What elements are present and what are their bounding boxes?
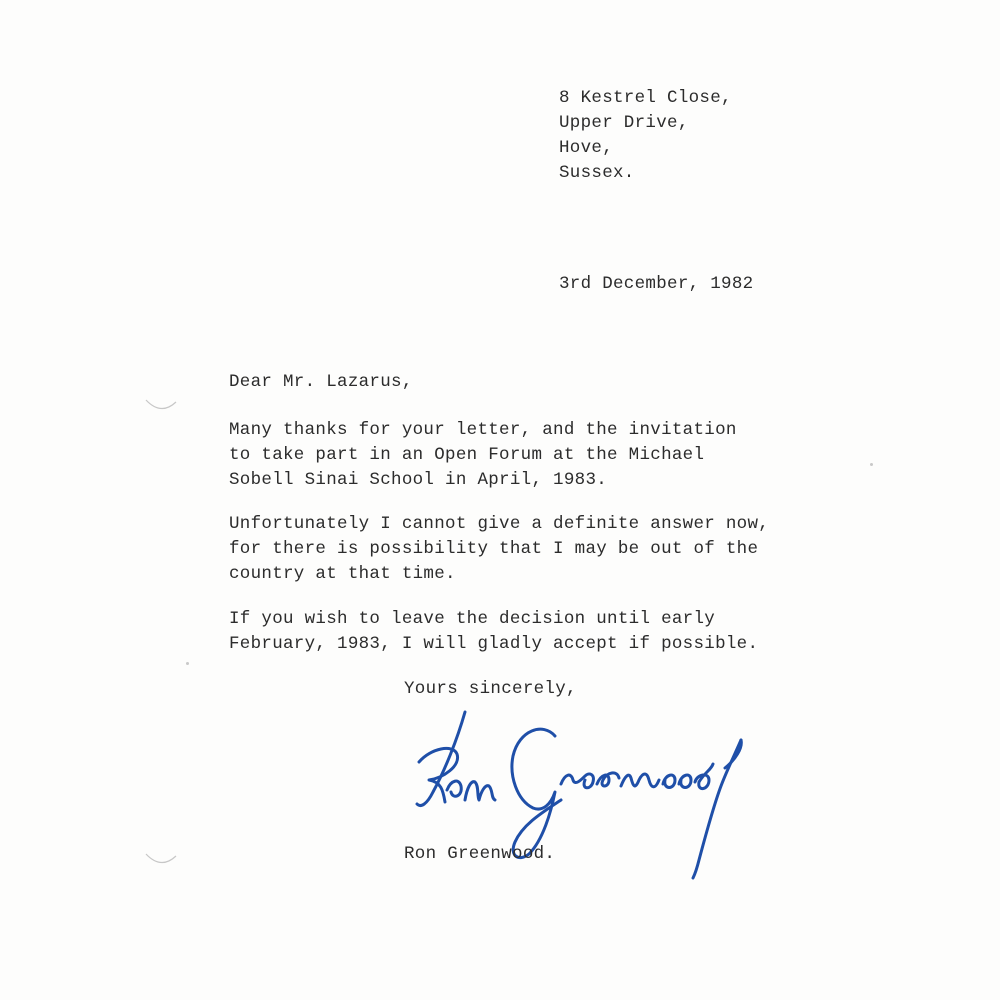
paragraph-line: If you wish to leave the decision until early	[229, 609, 716, 629]
paragraph-line: Unfortunately I cannot give a definite answer now,	[229, 514, 770, 534]
salutation: Dear Mr. Lazarus,	[229, 372, 413, 392]
paragraph-line: Many thanks for your letter, and the invitation	[229, 420, 737, 440]
address-line: Upper Drive,	[559, 113, 689, 133]
punch-hole-mark	[144, 852, 178, 866]
paragraph-line: Sobell Sinai School in April, 1983.	[229, 470, 608, 490]
address-line: Hove,	[559, 138, 614, 158]
paper-speck	[186, 662, 189, 665]
closing: Yours sincerely,	[404, 679, 577, 699]
address-line: 8 Kestrel Close,	[559, 88, 732, 108]
address-line: Sussex.	[559, 163, 635, 183]
paper-speck	[870, 463, 873, 466]
punch-hole-mark	[144, 398, 178, 412]
paragraph-line: to take part in an Open Forum at the Michael	[229, 445, 705, 465]
paragraph-line: country at that time.	[229, 564, 456, 584]
signatory-name: Ron Greenwood.	[404, 844, 556, 864]
letter-date: 3rd December, 1982	[559, 274, 754, 294]
paragraph-line: February, 1983, I will gladly accept if possible.	[229, 634, 759, 654]
paragraph-line: for there is possibility that I may be out of the	[229, 539, 759, 559]
